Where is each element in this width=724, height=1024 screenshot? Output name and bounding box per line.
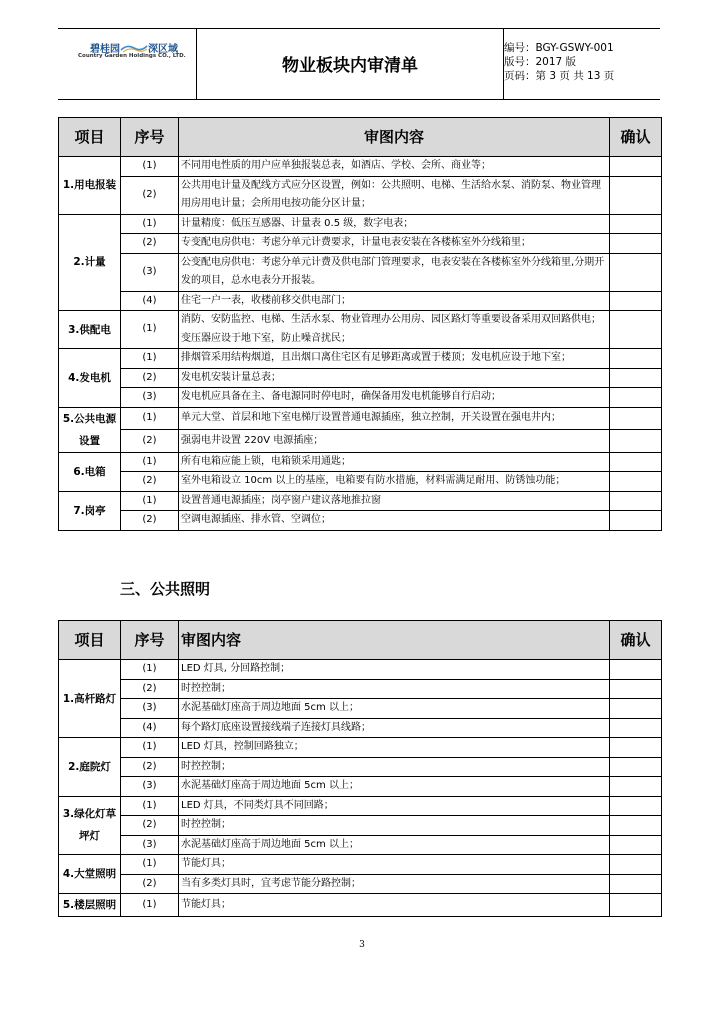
confirm-cell[interactable] xyxy=(610,491,662,511)
content-cell: 水泥基础灯座高于周边地面 5cm 以上； xyxy=(179,777,610,797)
content-cell: LED 灯具，不同类灯具不同回路； xyxy=(179,796,610,816)
seq-cell: (2) xyxy=(121,234,179,254)
table-row xyxy=(59,291,662,311)
seq-cell: (1) xyxy=(121,855,179,875)
confirm-cell[interactable] xyxy=(610,796,662,816)
content-cell: 空调电源插座、排水管、空调位； xyxy=(179,511,610,531)
confirm-cell[interactable] xyxy=(610,699,662,719)
category-cell: 4.大堂照明 xyxy=(59,855,121,894)
content-cell: 排烟管采用结构烟道，且出烟口离住宅区有足够距离或置于楼顶；发电机应设于地下室； xyxy=(179,349,610,369)
table-row xyxy=(59,757,662,777)
doc-number: 编号：BGY-GSWY-001 xyxy=(504,42,614,54)
seq-cell: (2) xyxy=(121,679,179,699)
logo-text-right: 深区域 xyxy=(148,44,178,55)
seq-cell: (1) xyxy=(121,894,179,917)
confirm-cell[interactable] xyxy=(610,874,662,894)
table-header-row xyxy=(59,118,662,157)
table-row xyxy=(59,234,662,254)
table-row xyxy=(59,368,662,388)
category-cell: 4.发电机 xyxy=(59,349,121,408)
seq-cell: (1) xyxy=(121,157,179,177)
confirm-cell[interactable] xyxy=(610,234,662,254)
seq-cell: (1) xyxy=(121,796,179,816)
header-project: 项目 xyxy=(59,118,121,157)
table-row xyxy=(59,311,662,349)
seq-cell: (3) xyxy=(121,253,179,291)
table-row xyxy=(59,894,662,917)
doc-page-info: 页码：第 3 页 共 13 页 xyxy=(504,70,615,82)
seq-cell: (1) xyxy=(121,660,179,680)
confirm-cell[interactable] xyxy=(610,738,662,758)
table-row xyxy=(59,660,662,680)
confirm-cell[interactable] xyxy=(610,388,662,408)
content-cell: 节能灯具； xyxy=(179,894,610,917)
seq-cell: (3) xyxy=(121,699,179,719)
seq-cell: (1) xyxy=(121,452,179,472)
company-logo xyxy=(58,29,196,99)
category-cell: 1.用电报装 xyxy=(59,157,121,215)
seq-cell: (3) xyxy=(121,835,179,855)
confirm-cell[interactable] xyxy=(610,777,662,797)
seq-cell: (1) xyxy=(121,214,179,234)
section-title-public-lighting: 三、公共照明 xyxy=(120,580,211,598)
seq-cell: (1) xyxy=(121,491,179,511)
confirm-cell[interactable] xyxy=(610,214,662,234)
table-row xyxy=(59,430,662,453)
seq-cell: (3) xyxy=(121,777,179,797)
table-row xyxy=(59,816,662,836)
table-row xyxy=(59,874,662,894)
content-cell: 公共用电计量及配线方式应分区设置，例如：公共照明、电梯、生活给水泵、消防泵、物业管理用房用电计量；会所用电按功能分区计量； xyxy=(179,176,610,214)
confirm-cell[interactable] xyxy=(610,311,662,349)
seq-cell: (2) xyxy=(121,472,179,492)
category-cell: 7.岗亭 xyxy=(59,491,121,530)
seq-cell: (1) xyxy=(121,349,179,369)
table-row xyxy=(59,699,662,719)
logo-text-left: 碧桂园 xyxy=(90,44,120,55)
table-row xyxy=(59,738,662,758)
table-row xyxy=(59,679,662,699)
content-cell: 每个路灯底座设置接线端子连接灯具线路； xyxy=(179,718,610,738)
seq-cell: (1) xyxy=(121,407,179,430)
table-row xyxy=(59,157,662,177)
document-header xyxy=(58,28,660,100)
table-row xyxy=(59,777,662,797)
content-cell: 公变配电房供电：考虑分单元计费及供电部门管理要求，电表安装在各楼栋室外分线箱里,分期开发的项目，总水电表分开报装。 xyxy=(179,253,610,291)
table-row xyxy=(59,796,662,816)
table-row xyxy=(59,472,662,492)
content-cell: 住宅一户一表，收楼前移交供电部门； xyxy=(179,291,610,311)
table-row xyxy=(59,718,662,738)
seq-cell: (4) xyxy=(121,718,179,738)
seq-cell: (2) xyxy=(121,430,179,453)
confirm-cell[interactable] xyxy=(610,816,662,836)
content-cell: 水泥基础灯座高于周边地面 5cm 以上； xyxy=(179,699,610,719)
seq-cell: (1) xyxy=(121,738,179,758)
document-meta xyxy=(504,41,614,83)
table-row xyxy=(59,176,662,214)
table-row xyxy=(59,388,662,408)
table-row xyxy=(59,349,662,369)
seq-cell: (4) xyxy=(121,291,179,311)
confirm-cell[interactable] xyxy=(610,253,662,291)
content-cell: LED 灯具, 分回路控制； xyxy=(179,660,610,680)
table-row xyxy=(59,452,662,472)
confirm-cell[interactable] xyxy=(610,349,662,369)
category-cell: 3.供配电 xyxy=(59,311,121,349)
content-cell: 时控控制； xyxy=(179,757,610,777)
content-cell: 计量精度：低压互感器、计量表 0.5 级，数字电表； xyxy=(179,214,610,234)
confirm-cell[interactable] xyxy=(610,291,662,311)
header-confirm: 确认 xyxy=(610,118,662,157)
confirm-cell[interactable] xyxy=(610,660,662,680)
seq-cell: (2) xyxy=(121,368,179,388)
content-cell: 消防、安防监控、电梯、生活水泵、物业管理办公用房、园区路灯等重要设备采用双回路供电；变压器应设于地下室，防止噪音扰民； xyxy=(179,311,610,349)
seq-cell: (1) xyxy=(121,311,179,349)
category-cell: 2.计量 xyxy=(59,214,121,311)
table-row xyxy=(59,835,662,855)
table-header-row xyxy=(59,621,662,660)
seq-cell: (2) xyxy=(121,176,179,214)
content-cell: 时控控制； xyxy=(179,816,610,836)
header-seq: 序号 xyxy=(121,621,179,660)
confirm-cell[interactable] xyxy=(610,430,662,453)
content-cell: 所有电箱应能上锁，电箱锁采用通匙； xyxy=(179,452,610,472)
content-cell: 室外电箱设立 10cm 以上的基座，电箱要有防水措施，材料需满足耐用、防锈蚀功能； xyxy=(179,472,610,492)
seq-cell: (3) xyxy=(121,388,179,408)
table-row xyxy=(59,214,662,234)
confirm-cell[interactable] xyxy=(610,679,662,699)
review-table-power xyxy=(58,117,662,531)
confirm-cell[interactable] xyxy=(610,835,662,855)
content-cell: 单元大堂、首层和地下室电梯厅设置普通电源插座，独立控制，开关设置在强电井内； xyxy=(179,407,610,430)
header-seq: 序号 xyxy=(121,118,179,157)
review-table-lighting xyxy=(58,620,662,917)
confirm-cell[interactable] xyxy=(610,176,662,214)
category-cell: 5.楼层照明 xyxy=(59,894,121,917)
content-cell: 发电机应具备在主、备电源同时停电时，确保备用发电机能够自行启动； xyxy=(179,388,610,408)
header-project: 项目 xyxy=(59,621,121,660)
table-row xyxy=(59,491,662,511)
category-cell: 3.绿化灯草坪灯 xyxy=(59,796,121,855)
confirm-cell[interactable] xyxy=(610,407,662,430)
confirm-cell[interactable] xyxy=(610,718,662,738)
header-content: 审图内容 xyxy=(179,621,610,660)
document-title: 物业板块内审清单 xyxy=(282,56,418,76)
logo-wave-icon xyxy=(120,43,148,53)
confirm-cell[interactable] xyxy=(610,157,662,177)
confirm-cell[interactable] xyxy=(610,452,662,472)
header-confirm: 确认 xyxy=(610,621,662,660)
category-cell: 5.公共电源设置 xyxy=(59,407,121,452)
logo-english-name: Country Garden Holdings CO., LTD. xyxy=(78,53,186,59)
confirm-cell[interactable] xyxy=(610,511,662,531)
seq-cell: (2) xyxy=(121,757,179,777)
header-content: 审图内容 xyxy=(179,118,610,157)
confirm-cell[interactable] xyxy=(610,757,662,777)
content-cell: 专变配电房供电：考虑分单元计费要求，计量电表安装在各楼栋室外分线箱里； xyxy=(179,234,610,254)
content-cell: 时控控制； xyxy=(179,679,610,699)
category-cell: 2.庭院灯 xyxy=(59,738,121,797)
content-cell: 水泥基础灯座高于周边地面 5cm 以上； xyxy=(179,835,610,855)
confirm-cell[interactable] xyxy=(610,368,662,388)
table-row xyxy=(59,511,662,531)
table-row xyxy=(59,253,662,291)
seq-cell: (2) xyxy=(121,816,179,836)
content-cell: LED 灯具，控制回路独立； xyxy=(179,738,610,758)
content-cell: 强弱电井设置 220V 电源插座； xyxy=(179,430,610,453)
content-cell: 当有多类灯具时，宜考虑节能分路控制； xyxy=(179,874,610,894)
doc-version: 版号：2017 版 xyxy=(504,56,577,68)
page-number: 3 xyxy=(359,940,365,950)
content-cell: 节能灯具； xyxy=(179,855,610,875)
confirm-cell[interactable] xyxy=(610,855,662,875)
table-row xyxy=(59,407,662,430)
seq-cell: (2) xyxy=(121,874,179,894)
content-cell: 设置普通电源插座；岗亭窗户建议落地推拉窗 xyxy=(179,491,610,511)
category-cell: 6.电箱 xyxy=(59,452,121,491)
seq-cell: (2) xyxy=(121,511,179,531)
content-cell: 不同用电性质的用户应单独报装总表，如酒店、学校、会所、商业等； xyxy=(179,157,610,177)
category-cell: 1.高杆路灯 xyxy=(59,660,121,738)
content-cell: 发电机安装计量总表； xyxy=(179,368,610,388)
confirm-cell[interactable] xyxy=(610,894,662,917)
table-row xyxy=(59,855,662,875)
confirm-cell[interactable] xyxy=(610,472,662,492)
